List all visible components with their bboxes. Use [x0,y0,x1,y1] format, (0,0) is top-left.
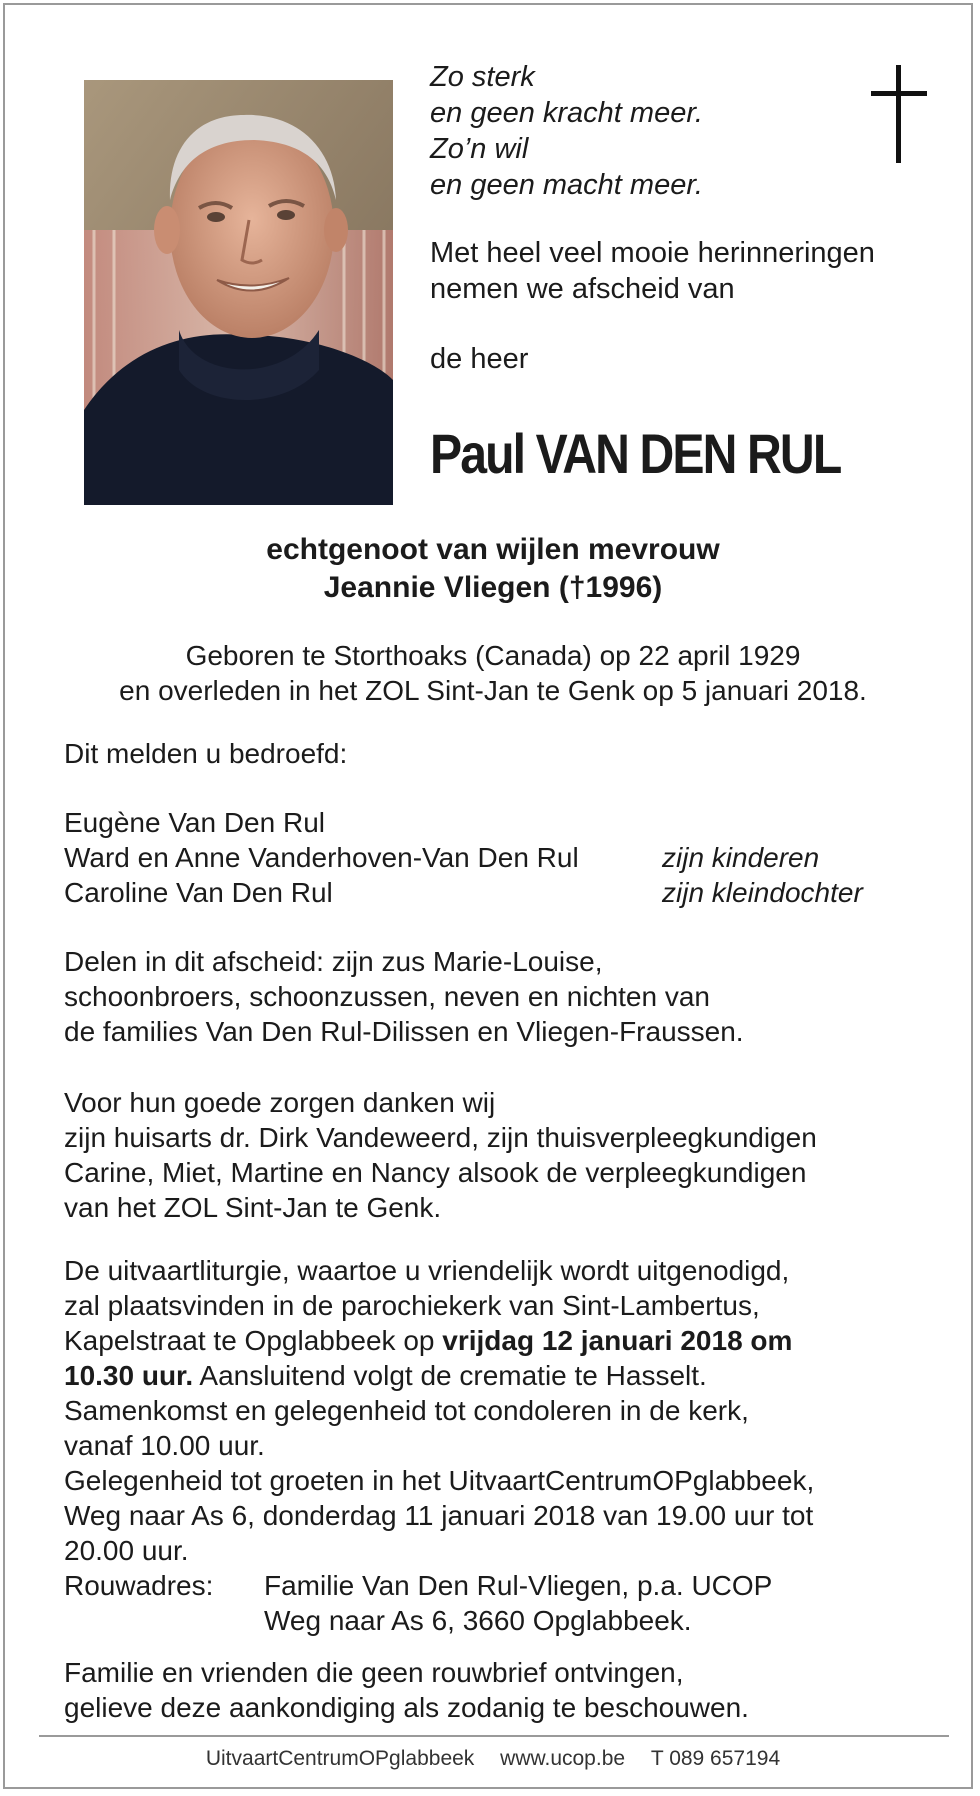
sharing-line: de families Van Den Rul-Dilissen en Vliegen-Fraussen. [64,1016,744,1047]
address-row [64,1568,814,1603]
funeral-line: Gelegenheid tot groeten in het UitvaartCentrumOPglabbeek, [64,1465,815,1496]
sharing-line: schoonbroers, schoonzussen, neven en nichten van [64,981,710,1012]
portrait-photo [84,80,393,505]
thanks-line: Voor hun goede zorgen danken wij [64,1087,496,1118]
family-row [64,875,863,910]
footer-website[interactable]: www.ucop.be [500,1747,626,1770]
closing-line: gelieve deze aankondiging als zodanig te beschouwen. [64,1692,749,1723]
thanks-line: van het ZOL Sint-Jan te Genk. [64,1192,442,1223]
intro-line: nemen we afscheid van [430,273,735,305]
deceased-name: Paul VAN DEN RUL [430,422,841,485]
poem-line: en geen macht meer. [430,169,703,201]
thanks-paragraph [64,1085,817,1225]
spouse-info [5,531,980,607]
poem [430,59,703,203]
poem-line: Zo sterk [430,61,535,93]
family-role: zijn kinderen [662,842,820,873]
funeral-line: vanaf 10.00 uur. [64,1430,265,1461]
footer [5,1747,980,1771]
poem-line: en geen kracht meer. [430,97,703,129]
family-name: Caroline Van Den Rul [64,877,333,908]
born-line: en overleden in het ZOL Sint-Jan te Genk op 5 januari 2018. [119,675,867,706]
spouse-line: echtgenoot van wijlen mevrouw [266,533,720,566]
funeral-line: Samenkomst en gelegenheid tot condoleren in de kerk, [64,1395,749,1426]
address-label: Rouwadres: [64,1570,214,1601]
title-prefix: de heer [430,343,529,375]
funeral-paragraph [64,1253,814,1638]
family-row [64,840,820,875]
funeral-line [64,1358,814,1393]
funeral-line: Weg naar As 6, donderdag 11 januari 2018 van 19.00 uur tot [64,1500,814,1531]
address-row [64,1603,814,1638]
poem-line: Zo’n wil [430,133,529,165]
intro-text [430,235,875,307]
address-line: Familie Van Den Rul-Vliegen, p.a. UCOP [264,1570,773,1601]
funeral-line: zal plaatsvinden in de parochiekerk van Sint-Lambertus, [64,1290,760,1321]
address-line: Weg naar As 6, 3660 Opglabbeek. [264,1605,692,1636]
funeral-line: De uitvaartliturgie, waartoe u vriendelijk wordt uitgenodigd, [64,1255,790,1286]
family-role: zijn kleindochter [662,877,863,908]
footer-phone: T 089 657194 [650,1747,781,1770]
closing-line: Familie en vrienden die geen rouwbrief ontvingen, [64,1657,684,1688]
funeral-text: Kapelstraat te Opglabbeek op [64,1325,443,1356]
thanks-line: Carine, Miet, Martine en Nancy alsook de verpleegkundigen [64,1157,807,1188]
funeral-text: Aansluitend volgt de crematie te Hasselt. [193,1360,707,1391]
footer-divider [39,1735,949,1737]
sharing-paragraph [64,944,744,1049]
closing-paragraph [64,1655,749,1725]
cross-icon [871,65,927,163]
intro-line: Met heel veel mooie herinneringen [430,237,875,269]
born-line: Geboren te Storthoaks (Canada) op 22 april 1929 [185,640,801,671]
funeral-time: 10.30 uur. [64,1360,194,1391]
family-name: Eugène Van Den Rul [64,807,325,838]
thanks-line: zijn huisarts dr. Dirk Vandeweerd, zijn thuisverpleegkundigen [64,1122,817,1153]
family-name: Ward en Anne Vanderhoven-Van Den Rul [64,842,579,873]
funeral-line: 20.00 uur. [64,1535,189,1566]
birth-death-info [5,638,980,708]
spouse-line: Jeannie Vliegen (†1996) [323,571,663,604]
family-row [64,805,579,840]
family-list [64,805,863,910]
footer-company: UitvaartCentrumOPglabbeek [205,1747,475,1770]
funeral-line [64,1323,814,1358]
announcement: Dit melden u bedroefd: [64,738,348,769]
obituary-card [3,3,973,1789]
sharing-line: Delen in dit afscheid: zijn zus Marie-Louise, [64,946,603,977]
funeral-date: vrijdag 12 januari 2018 om [442,1325,793,1356]
